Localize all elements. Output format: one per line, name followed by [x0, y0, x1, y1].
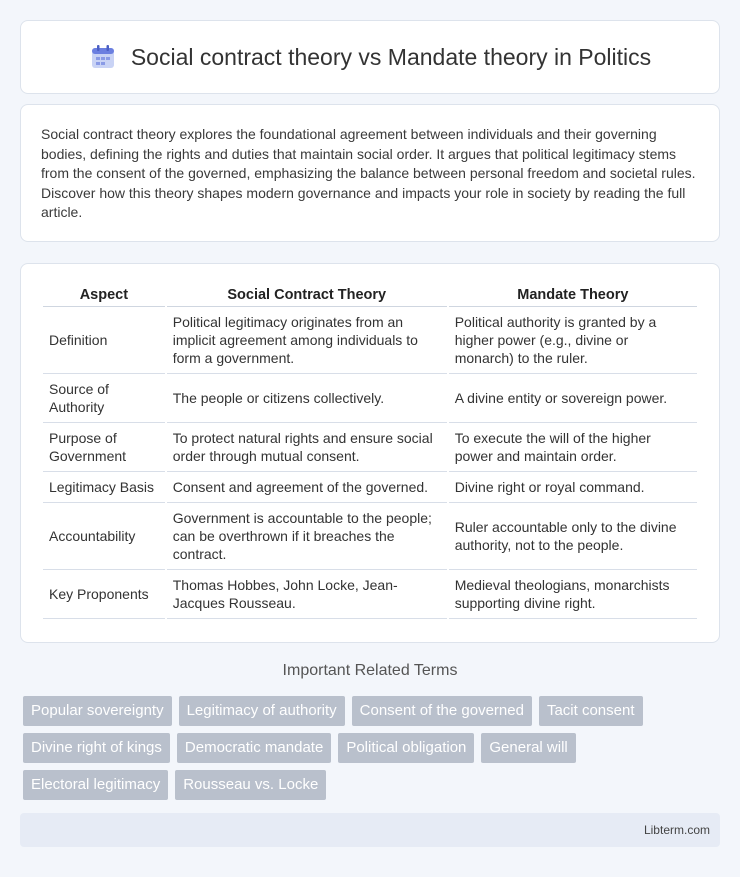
social-contract-cell: Consent and agreement of the governed. [167, 472, 447, 503]
social-contract-cell: Thomas Hobbes, John Locke, Jean-Jacques Rousseau. [167, 570, 447, 619]
footer-site-link[interactable]: Libterm.com [643, 823, 710, 837]
page-title: Social contract theory vs Mandate theory in Politics [130, 43, 652, 70]
social-contract-cell: The people or citizens collectively. [167, 374, 447, 423]
tag-electoral-legitimacy[interactable]: Electoral legitimacy [23, 770, 168, 800]
calendar-icon [89, 43, 117, 71]
header-aspect: Aspect [43, 284, 165, 307]
aspect-cell: Key Proponents [43, 570, 165, 619]
aspect-cell: Purpose of Government [43, 423, 165, 472]
table-header-row [43, 284, 697, 307]
tag-popular-sovereignty[interactable]: Popular sovereignty [23, 696, 172, 726]
social-contract-cell: Political legitimacy originates from an implicit agreement among individuals to form a government. [167, 307, 447, 374]
mandate-cell: Political authority is granted by a higher power (e.g., divine or monarch) to the ruler. [449, 307, 697, 374]
table-row [43, 423, 697, 472]
intro-card [20, 104, 720, 242]
mandate-cell: Divine right or royal command. [449, 472, 697, 503]
comparison-table-card [20, 263, 720, 643]
tag-political-obligation[interactable]: Political obligation [338, 733, 474, 763]
tag-row [23, 696, 723, 726]
footer [20, 813, 720, 847]
table-row [43, 503, 697, 570]
intro-text: Social contract theory explores the foundational agreement between individuals and their governing bodies, defining the rights and duties that maintain social order. It argues that political legitimacy stems from the consent of the governed, emphasizing the balance between personal freedom and societal rules. Discover how this theory shapes modern governance and impacts your role in society by reading the full article. [41, 126, 696, 220]
title-wrap [89, 43, 651, 71]
tag-row [23, 733, 723, 763]
social-contract-cell: Government is accountable to the people; can be overthrown if it breaches the contract. [167, 503, 447, 570]
tag-legitimacy-of-authority[interactable]: Legitimacy of authority [179, 696, 345, 726]
mandate-cell: Ruler accountable only to the divine authority, not to the people. [449, 503, 697, 570]
header-card [20, 20, 720, 94]
header-social-contract: Social Contract Theory [167, 284, 447, 307]
table-row [43, 570, 697, 619]
aspect-cell: Legitimacy Basis [43, 472, 165, 503]
table-row [43, 374, 697, 423]
header-mandate: Mandate Theory [449, 284, 697, 307]
related-terms-title: Important Related Terms [282, 662, 458, 679]
mandate-cell: Medieval theologians, monarchists supporting divine right. [449, 570, 697, 619]
tag-divine-right-of-kings[interactable]: Divine right of kings [23, 733, 170, 763]
tag-general-will[interactable]: General will [481, 733, 575, 763]
tag-row [23, 770, 723, 800]
tag-rousseau-vs-locke[interactable]: Rousseau vs. Locke [175, 770, 326, 800]
comparison-table [41, 284, 699, 619]
mandate-cell: A divine entity or sovereign power. [449, 374, 697, 423]
tag-tacit-consent[interactable]: Tacit consent [539, 696, 643, 726]
aspect-cell: Source of Authority [43, 374, 165, 423]
table-row [43, 472, 697, 503]
table-row [43, 307, 697, 374]
tag-democratic-mandate[interactable]: Democratic mandate [177, 733, 331, 763]
tag-consent-of-the-governed[interactable]: Consent of the governed [352, 696, 532, 726]
mandate-cell: To execute the will of the higher power and maintain order. [449, 423, 697, 472]
aspect-cell: Accountability [43, 503, 165, 570]
aspect-cell: Definition [43, 307, 165, 374]
related-terms-list [23, 696, 723, 807]
social-contract-cell: To protect natural rights and ensure social order through mutual consent. [167, 423, 447, 472]
